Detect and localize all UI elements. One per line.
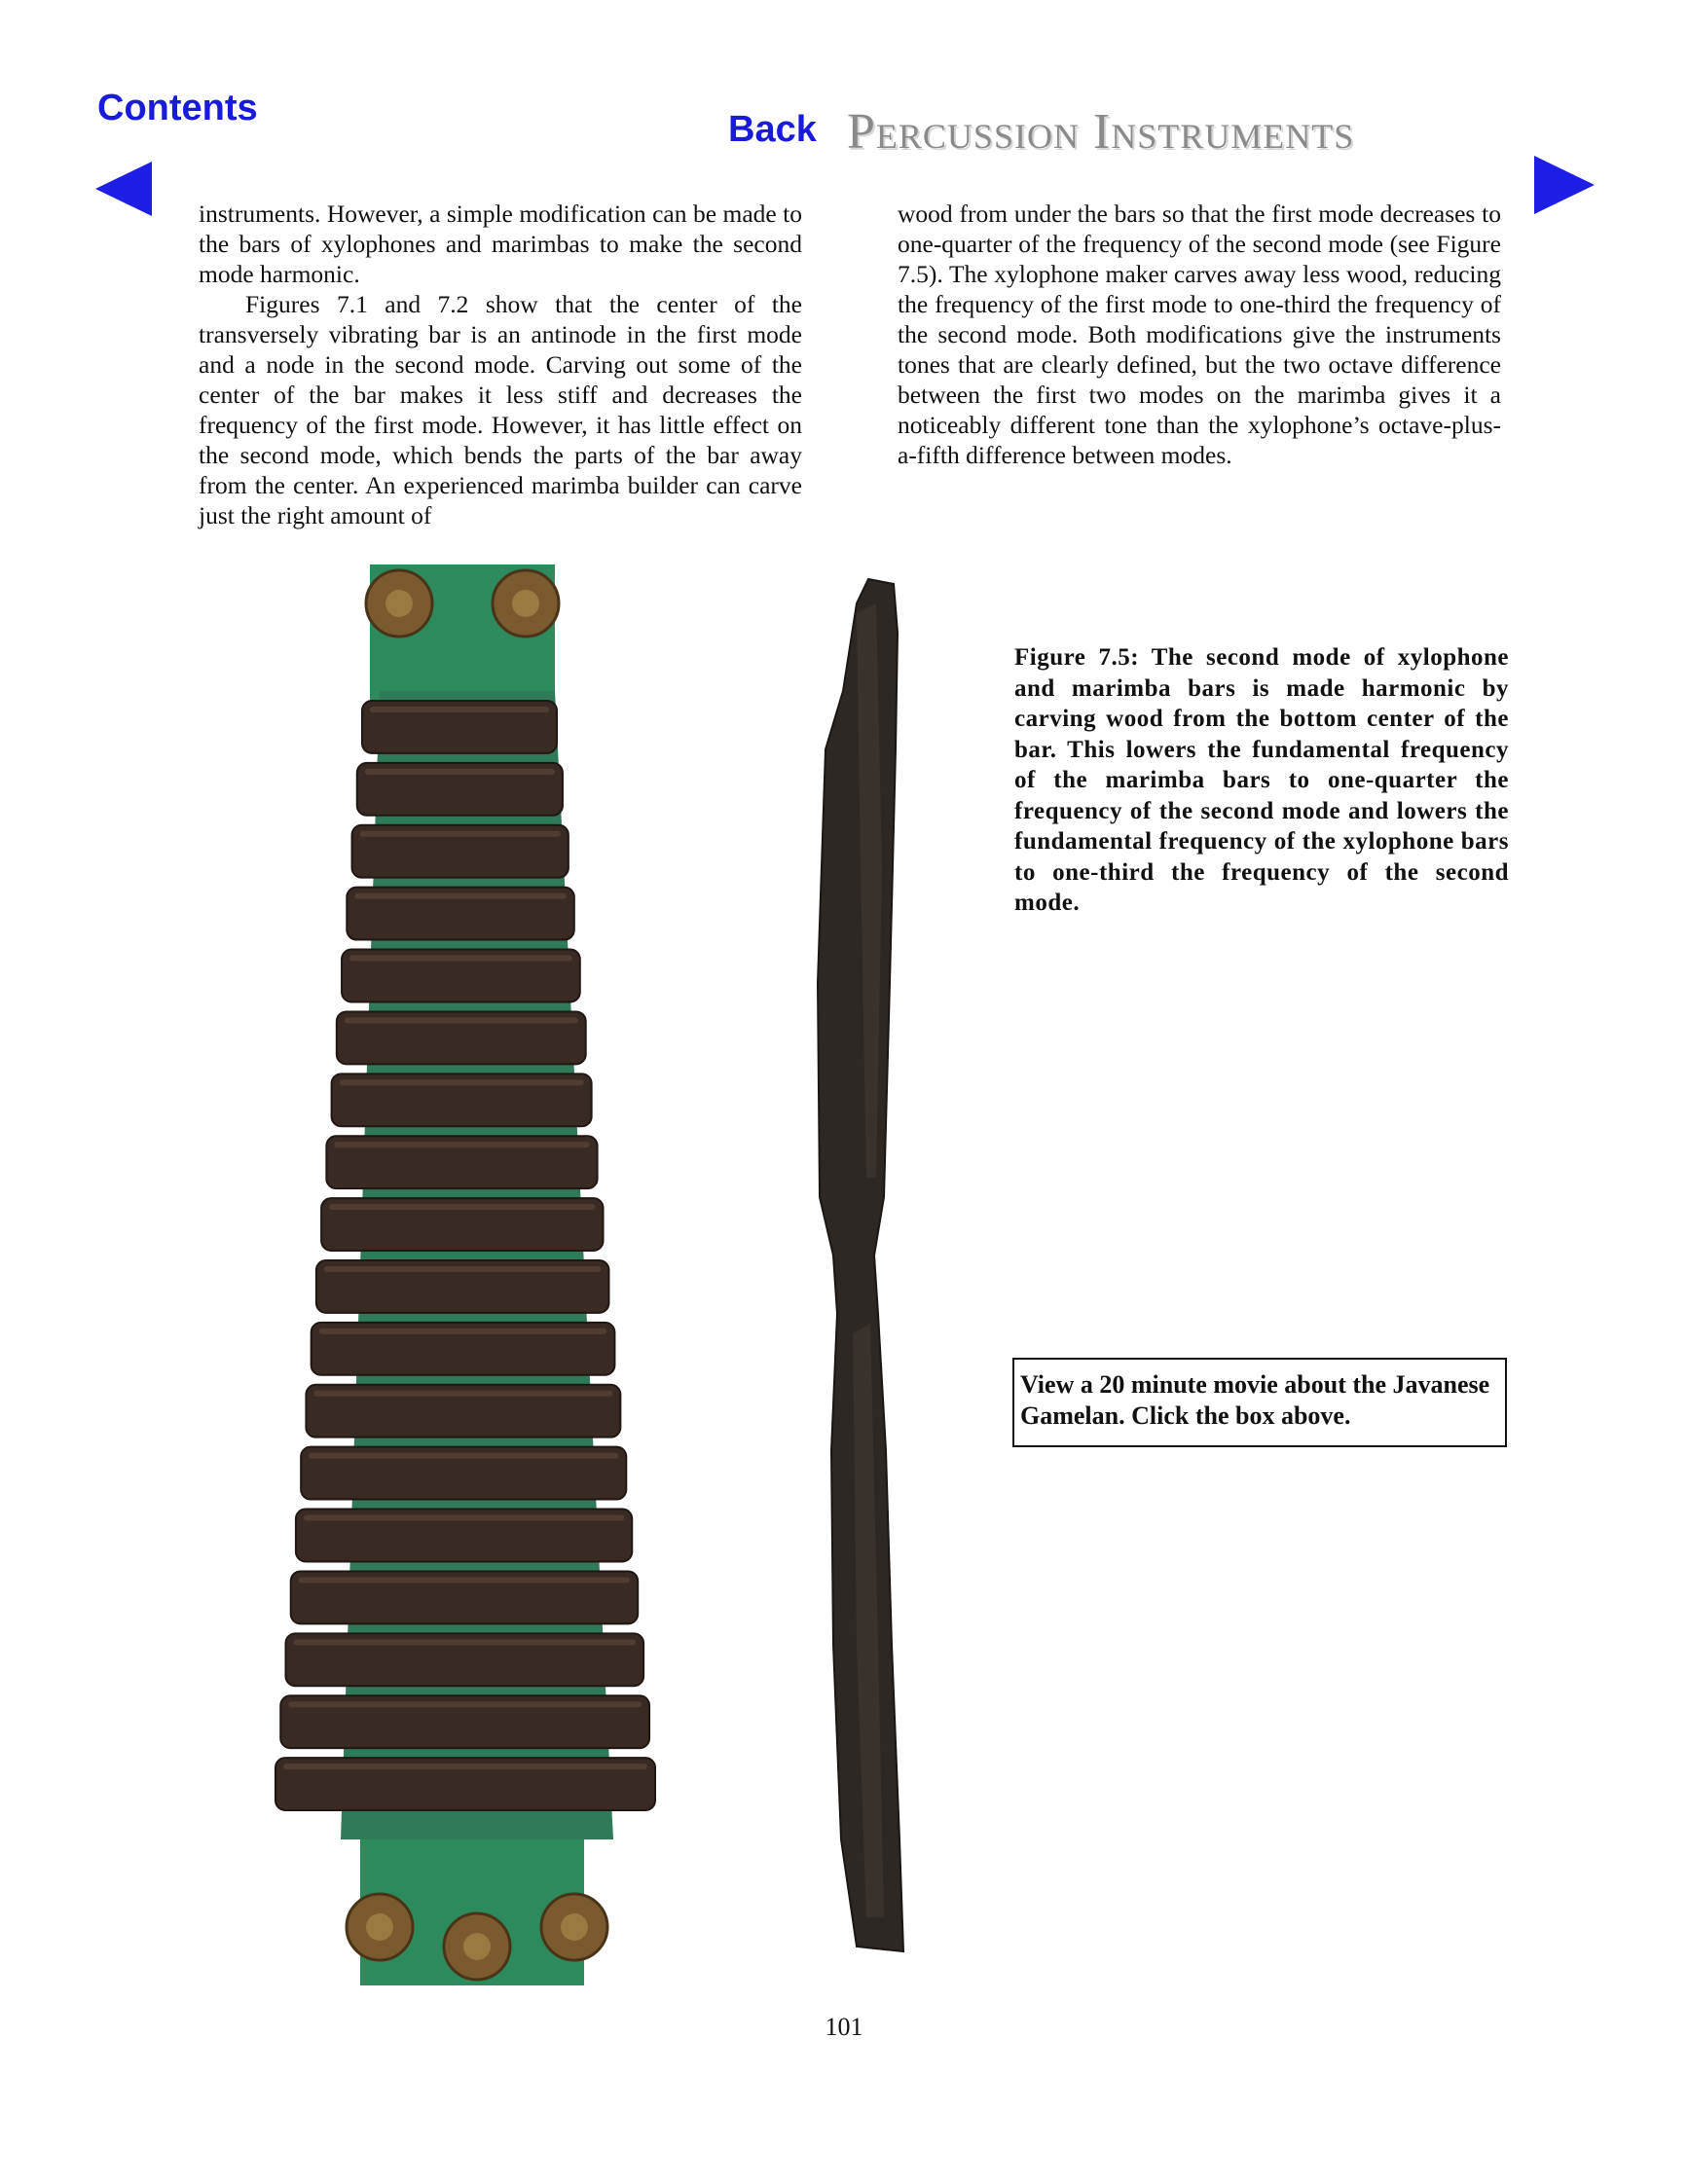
movie-link-box[interactable]: View a 20 minute movie about the Javanese Gamelan. Click the box above. — [1012, 1358, 1507, 1447]
paragraph: Figures 7.1 and 7.2 show that the center of the transversely vibrating bar is an antinode in the first mode and a node in the second mode. Carving out some of the center of the bar makes it less stiff and decreases the frequency of the first mode. However, it has little effect on the second mode, which bends the parts of the bar away from the center. An experienced marimba builder can carve just the right amount of — [199, 290, 802, 529]
paragraph: instruments. However, a simple modification can be made to the bars of xylophones and marimbas to make the second mode harmonic. — [199, 200, 802, 288]
right-arrow-icon[interactable] — [1534, 156, 1595, 214]
carved-bar-photo — [798, 574, 954, 1956]
page-number: 101 — [825, 2013, 863, 2041]
figure-caption: Figure 7.5: The second mode of xylophone and marimba bars is made harmonic by carving wood from the bottom center of the bar. This lowers the fundamental frequency of the marimba bars to one-quarter the frequency of the second mode and lowers the fundamental frequency of the xylophone bars to one-third the frequency of the second mode. — [1014, 644, 1509, 916]
body-text-right-column — [898, 199, 1501, 470]
contents-link[interactable]: Contents — [97, 88, 258, 128]
paragraph: wood from under the bars so that the first mode decreases to one-quarter of the frequency of the second mode (see Figure 7.5). The xylophone maker carves away less wood, reducing the frequency of the first mode to one-third the frequency of the second mode. Both modifications give the instruments tones that are clearly defined, but the two octave difference between the first two modes on the marimba gives it a noticeably different tone than the xylophone’s octave-plus-a-fifth difference between modes. — [898, 200, 1501, 469]
page-header-title: Percussion Instruments — [847, 104, 1355, 160]
back-link[interactable]: Back — [728, 109, 817, 150]
xylophone-photo — [234, 564, 779, 1985]
body-text-left-column — [199, 199, 802, 530]
left-arrow-icon[interactable] — [95, 162, 152, 216]
